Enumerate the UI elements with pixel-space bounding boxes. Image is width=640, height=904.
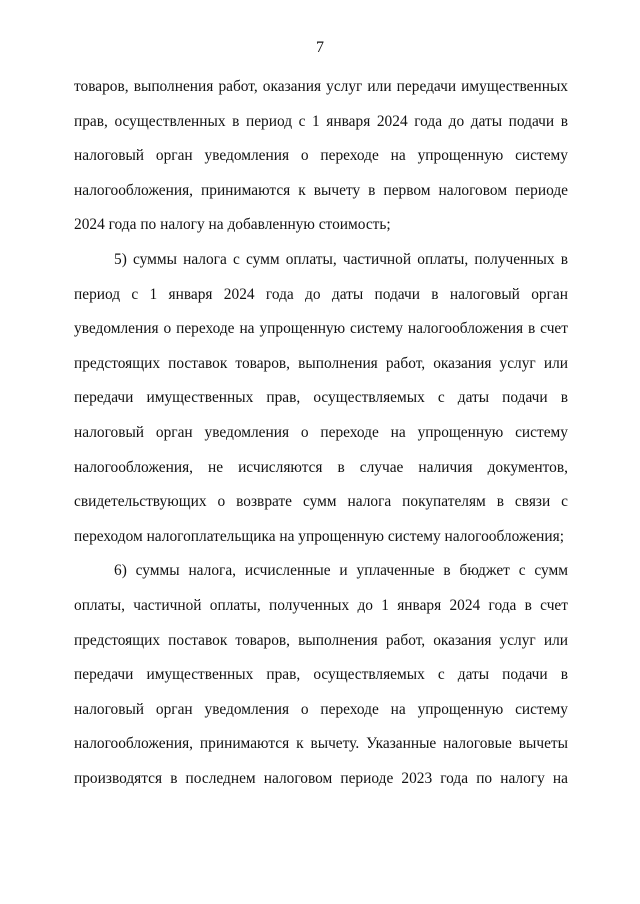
text-line: налоговый орган уведомления о переходе на упрощенную систему [74,147,568,165]
text-line: 2024 года по налогу на добавленную стоимость; [74,216,391,234]
text-line: переходом налогоплательщика на упрощенную систему налогообложения; [74,527,564,545]
text-line: производятся в последнем налоговом периоде 2023 года по налогу на [74,769,568,787]
page-number: 7 [316,39,324,56]
document-body [74,74,568,800]
text-line: налогообложения, принимаются к вычету в первом налоговом периоде [74,181,568,199]
text-line: период с 1 января 2024 года до даты подачи в налоговый орган [74,285,568,303]
paragraph-item-5 [74,247,568,558]
paragraph-item-6 [74,558,568,800]
text-line: уведомления о переходе на упрощенную систему налогообложения в счет [74,320,568,338]
text-line: передачи имущественных прав, осуществляемых с даты подачи в [74,389,568,407]
text-line: свидетельствующих о возврате сумм налога покупателям в связи с [74,493,568,511]
text-line: передачи имущественных прав, осуществляемых с даты подачи в [74,666,568,684]
text-line: налоговый орган уведомления о переходе на упрощенную систему [74,423,568,441]
text-line: налогообложения, принимаются к вычету. Указанные налоговые вычеты [74,735,568,753]
text-line: прав, осуществленных в период с 1 января 2024 года до даты подачи в [74,112,568,130]
text-line: 5) суммы налога с сумм оплаты, частичной оплаты, полученных в [114,250,568,268]
text-line: предстоящих поставок товаров, выполнения работ, оказания услуг или [74,354,568,372]
text-line: оплаты, частичной оплаты, полученных до 1 января 2024 года в счет [74,596,568,614]
text-line: предстоящих поставок товаров, выполнения работ, оказания услуг или [74,631,568,649]
text-line: 6) суммы налога, исчисленные и уплаченные в бюджет с сумм [114,562,568,580]
text-line: налогообложения, не исчисляются в случае наличия документов, [74,458,568,476]
text-line: товаров, выполнения работ, оказания услуг или передачи имущественных [74,78,568,95]
paragraph-continuation [74,74,568,247]
text-line: налоговый орган уведомления о переходе на упрощенную систему [74,700,568,718]
